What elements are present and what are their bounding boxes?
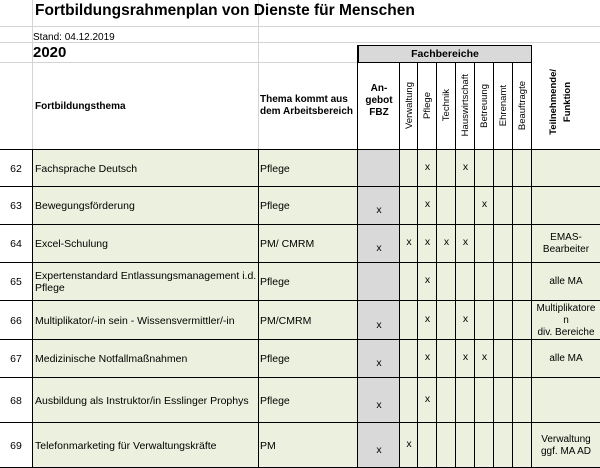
fachbereich-mark: x	[462, 236, 469, 248]
column-border	[357, 225, 358, 263]
bereich-cell: PM/ CMRM	[260, 238, 315, 250]
col-betreuung-label: Betreuung	[479, 83, 490, 128]
column-border	[436, 263, 437, 301]
column-border	[399, 225, 400, 263]
funktion-line: alle MA	[549, 353, 583, 364]
column-border	[455, 225, 456, 263]
row-number: 67	[10, 353, 22, 365]
topic-text	[35, 238, 108, 250]
col-verwaltung	[400, 62, 418, 149]
funktion-line: Multiplikatore	[536, 302, 596, 314]
column-border	[436, 225, 437, 263]
column-border	[417, 150, 418, 187]
fachbereiche-header: Fachbereiche	[358, 45, 532, 62]
fachbereich-mark: x	[424, 198, 431, 210]
angebot-mark: x	[376, 398, 382, 411]
column-border	[493, 150, 494, 187]
column-border	[455, 423, 456, 468]
funktion-line: ggf. MA AD	[540, 445, 592, 457]
topic-cell	[33, 225, 258, 263]
column-border	[357, 378, 358, 423]
funktion-cell	[532, 378, 600, 423]
column-border	[357, 340, 358, 378]
angebot-mark: x	[376, 318, 382, 331]
column-border	[32, 187, 33, 225]
column-border	[32, 378, 33, 423]
table-row	[0, 301, 600, 340]
funktion-cell	[532, 301, 600, 340]
column-border	[357, 263, 358, 301]
topic-text	[35, 200, 135, 212]
row-number: 66	[10, 314, 22, 327]
plan-year: 2020	[33, 44, 67, 61]
column-border	[455, 263, 456, 301]
column-border	[357, 150, 358, 187]
fachbereich-mark: x	[424, 392, 431, 405]
angebot-mark: x	[376, 242, 382, 254]
column-border	[474, 423, 475, 468]
funktion-cell	[532, 150, 600, 187]
col-beauftragte-label: Beauftragte	[517, 80, 528, 131]
column-border	[417, 423, 418, 468]
row-number: 69	[10, 439, 22, 452]
column-border	[417, 340, 418, 378]
topic-line: Fachsprache Deutsch	[35, 162, 138, 175]
topic-line: Medizinische Notfallmaßnahmen	[35, 353, 188, 365]
fachbereich-mark: x	[406, 437, 412, 450]
row-number: 65	[10, 276, 22, 288]
funktion-text	[549, 276, 582, 288]
topic-line: Ausbildung als Instruktor/in Esslinger Prophys	[35, 394, 249, 407]
funktion-line: EMAS-	[550, 232, 582, 243]
topic-text	[35, 440, 217, 452]
fachbereich-mark: x	[424, 351, 431, 363]
column-border	[531, 301, 532, 340]
funktion-text	[541, 434, 591, 458]
column-border	[436, 150, 437, 187]
col-technik-label: Technik	[441, 89, 452, 122]
fachbereich-mark: x	[424, 236, 431, 248]
column-border	[531, 150, 532, 187]
fachbereich-mark: x	[481, 351, 488, 363]
funktion-cell	[532, 263, 600, 301]
angebot-cell-fill	[358, 263, 400, 301]
column-border	[512, 301, 513, 340]
thema-header: Fortbildungsthema	[35, 101, 126, 112]
column-border	[531, 340, 532, 378]
column-border	[474, 150, 475, 187]
funktion-line: Bearbeiter	[542, 244, 590, 255]
column-border	[531, 423, 532, 468]
topic-cell	[33, 301, 258, 340]
fachbereich-mark: x	[462, 312, 469, 325]
table-row	[0, 150, 600, 187]
row-number: 63	[10, 200, 22, 212]
angebot-header-line3: FBZ	[369, 107, 389, 118]
column-border	[399, 423, 400, 468]
column-border	[474, 301, 475, 340]
col-ehrenamt-label: Ehrenamt	[498, 84, 509, 127]
column-border	[474, 378, 475, 423]
table-row	[0, 340, 600, 378]
table-row	[0, 423, 600, 468]
fachbereich-mark: x	[406, 236, 412, 248]
column-border	[455, 187, 456, 225]
angebot-header	[358, 83, 400, 119]
bereich-cell: Pflege	[260, 200, 290, 212]
fachbereich-mark: x	[424, 274, 431, 286]
column-border	[399, 301, 400, 340]
table-row	[0, 263, 600, 301]
fachbereich-mark: x	[481, 198, 488, 210]
column-border	[512, 187, 513, 225]
column-border	[493, 340, 494, 378]
column-border	[474, 225, 475, 263]
column-border	[512, 150, 513, 187]
table-row	[0, 187, 600, 225]
funktion-cell	[532, 187, 600, 225]
teilnehmende-label-2: Funktion	[561, 81, 573, 123]
topic-cell	[33, 423, 258, 468]
topic-text	[35, 395, 249, 407]
bereich-header	[260, 94, 358, 118]
funktion-cell	[532, 340, 600, 378]
stand-date: Stand: 04.12.2019	[33, 32, 115, 43]
bereich-header-line2: dem Arbeitsbereich	[260, 106, 353, 117]
col-verwaltung-label: Verwaltung	[403, 81, 415, 129]
column-border	[417, 225, 418, 263]
topic-line: Multiplikator/-in sein - Wissensvermittler/-in	[35, 314, 235, 327]
fachbereich-mark: x	[424, 160, 431, 173]
column-border	[32, 423, 33, 468]
col-beauftragte	[513, 62, 532, 149]
column-border	[399, 340, 400, 378]
column-border	[474, 340, 475, 378]
column-border	[417, 263, 418, 301]
funktion-text	[537, 303, 596, 339]
column-border	[258, 263, 259, 301]
column-border	[474, 263, 475, 301]
column-border	[417, 187, 418, 225]
column-border	[32, 301, 33, 340]
bereich-cell: PM	[260, 439, 276, 452]
column-border	[357, 187, 358, 225]
column-border	[512, 340, 513, 378]
column-border	[474, 187, 475, 225]
column-border	[531, 378, 532, 423]
topic-cell	[33, 187, 258, 225]
column-border	[32, 340, 33, 378]
topic-text	[35, 315, 235, 327]
funktion-line: div. Bereiche	[537, 326, 595, 338]
column-border	[512, 263, 513, 301]
column-border	[455, 301, 456, 340]
funktion-cell	[532, 423, 600, 468]
bereich-cell: Pflege	[260, 276, 290, 288]
col-pflege-label: Pflege	[422, 92, 433, 119]
column-border	[512, 225, 513, 263]
funktion-line: n	[563, 314, 569, 326]
column-border	[357, 301, 358, 340]
column-border	[399, 187, 400, 225]
topic-cell	[33, 378, 258, 423]
angebot-header-line2: gebot	[365, 95, 393, 106]
column-border	[512, 378, 513, 423]
fachbereich-mark: x	[424, 312, 431, 325]
angebot-mark: x	[376, 357, 382, 369]
topic-cell	[33, 340, 258, 378]
column-border	[399, 378, 400, 423]
row-number: 68	[10, 394, 22, 407]
column-border	[493, 263, 494, 301]
column-border	[399, 150, 400, 187]
topic-line: Telefonmarketing für Verwaltungskräfte	[35, 439, 217, 452]
column-border	[258, 150, 259, 187]
funktion-text	[543, 232, 589, 256]
column-border	[258, 378, 259, 423]
column-border	[436, 423, 437, 468]
topic-line: Excel-Schulung	[35, 238, 108, 250]
funktion-text	[549, 353, 582, 365]
column-border	[455, 150, 456, 187]
topic-text	[35, 353, 187, 365]
bereich-cell: PM/CMRM	[260, 314, 312, 327]
fachbereich-mark: x	[462, 351, 469, 363]
col-ehrenamt	[494, 62, 513, 149]
column-border	[531, 187, 532, 225]
column-border	[357, 423, 358, 468]
table-row	[0, 378, 600, 423]
column-border	[493, 225, 494, 263]
column-border	[258, 301, 259, 340]
topic-line: Pflege	[35, 282, 65, 294]
topic-text	[35, 163, 137, 175]
teilnehmende-label-1: Teilnehmende/	[547, 69, 559, 135]
angebot-mark: x	[376, 443, 382, 456]
angebot-cell-fill	[358, 150, 400, 187]
column-border	[531, 263, 532, 301]
table-row	[0, 225, 600, 263]
topic-line: Expertenstandard Entlassungsmanagement i.d.	[35, 270, 257, 282]
column-border	[399, 263, 400, 301]
column-border	[32, 263, 33, 301]
column-border	[417, 301, 418, 340]
column-border	[455, 340, 456, 378]
funktion-cell	[532, 225, 600, 263]
column-border	[32, 225, 33, 263]
column-border	[531, 225, 532, 263]
angebot-mark: x	[376, 204, 382, 216]
column-border	[493, 301, 494, 340]
column-border	[258, 187, 259, 225]
column-border	[493, 423, 494, 468]
col-pflege	[418, 62, 437, 149]
funktion-line: alle MA	[549, 276, 583, 287]
column-border	[258, 225, 259, 263]
bereich-cell: Pflege	[260, 353, 290, 365]
column-border	[493, 187, 494, 225]
column-border	[417, 378, 418, 423]
angebot-header-line1: An-	[370, 83, 388, 94]
teilnehmende-header-line2	[559, 55, 575, 149]
column-border	[258, 340, 259, 378]
column-border	[436, 340, 437, 378]
bereich-cell: Pflege	[260, 162, 290, 175]
row-number: 62	[10, 162, 22, 175]
document-title: Fortbildungsrahmenplan von Dienste für Menschen	[35, 2, 415, 19]
fachbereich-mark: x	[443, 236, 450, 248]
column-border	[436, 187, 437, 225]
funktion-line: Verwaltung	[541, 433, 591, 445]
column-border	[455, 378, 456, 423]
bereich-header-line1: Thema kommt aus	[260, 94, 348, 105]
row-number: 64	[10, 238, 22, 250]
col-betreuung	[475, 62, 494, 149]
col-hauswirtschaft	[456, 62, 475, 149]
bereich-cell: Pflege	[260, 394, 290, 407]
column-border	[258, 423, 259, 468]
column-border	[436, 301, 437, 340]
column-border	[512, 423, 513, 468]
col-technik	[437, 62, 456, 149]
topic-cell	[33, 150, 258, 187]
col-hauswirtschaft-label: Hauswirtschaft	[460, 74, 471, 137]
column-border	[32, 150, 33, 187]
column-border	[493, 378, 494, 423]
fachbereich-mark: x	[462, 160, 469, 173]
topic-cell	[33, 263, 258, 301]
topic-text	[35, 270, 256, 294]
column-border	[436, 378, 437, 423]
topic-line: Bewegungsförderung	[35, 200, 135, 212]
